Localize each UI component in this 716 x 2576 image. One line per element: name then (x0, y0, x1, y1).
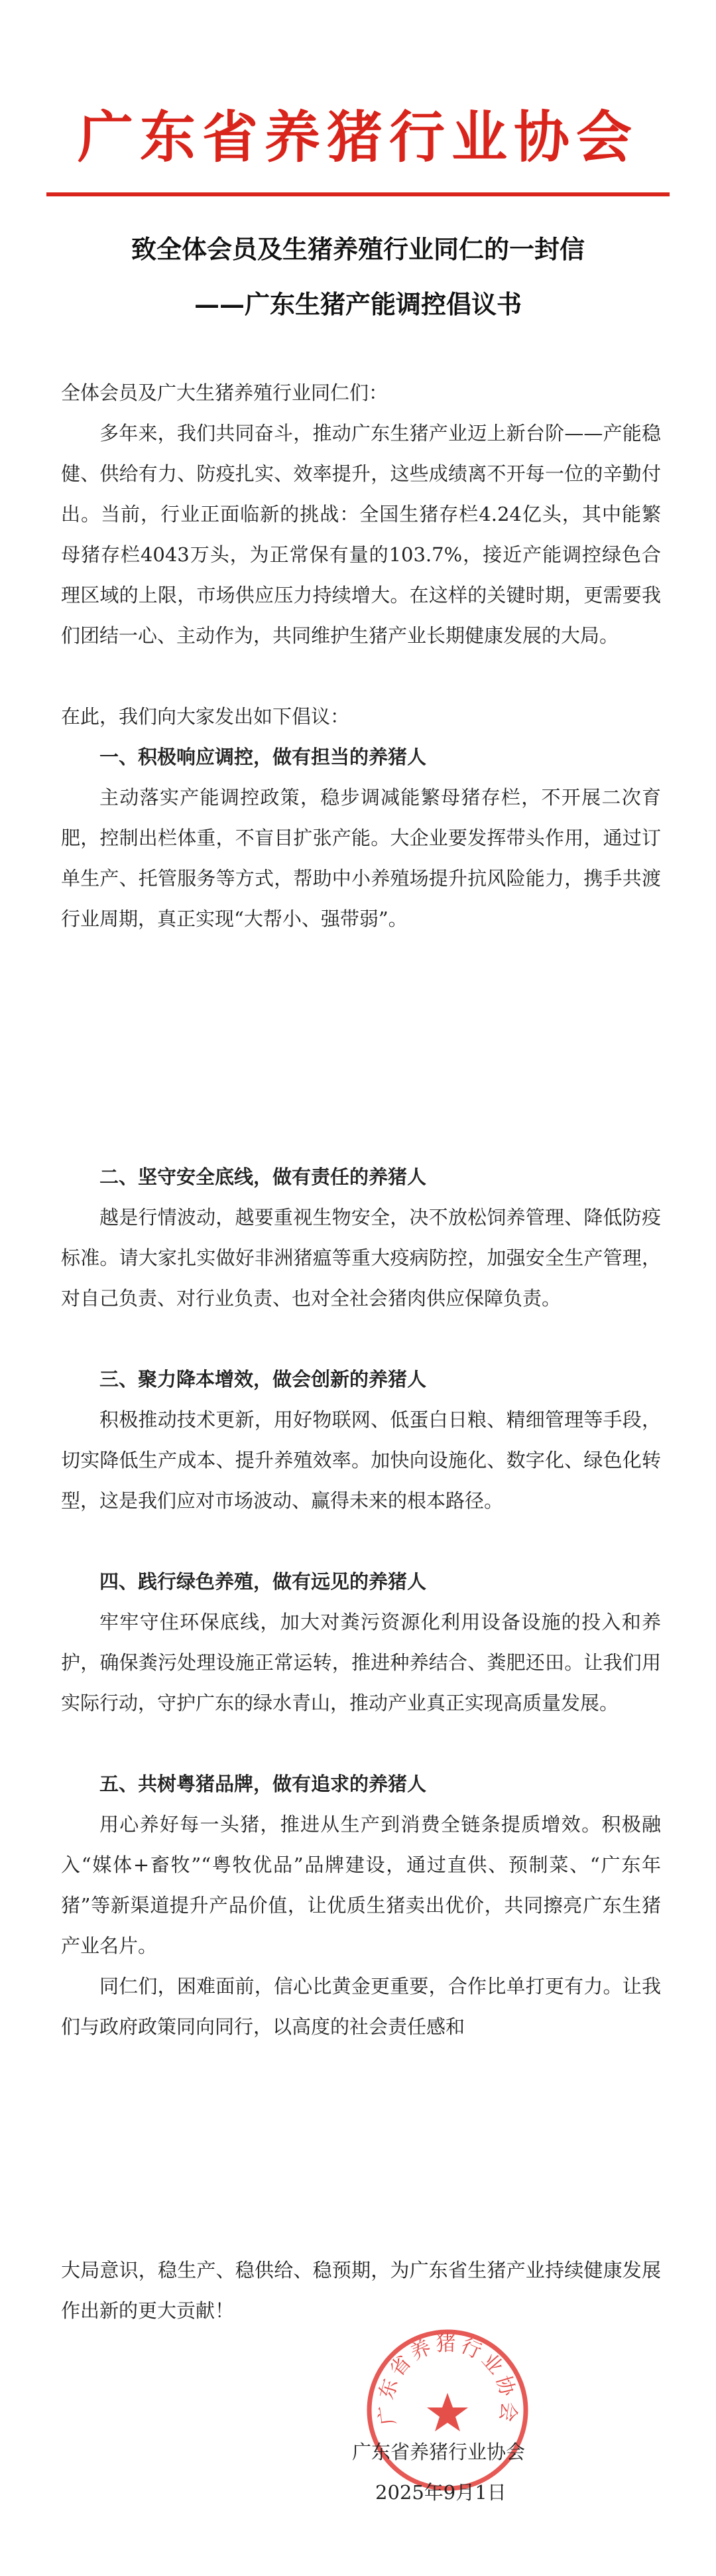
section-4-body: 牢牢守住环保底线，加大对粪污资源化利用设备设施的投入和养护，确保粪污处理设施正常运转，推进种养结合、粪肥还田。让我们用实际行动，守护广东的绿水青山，推动产业真正实现高质量发展。 (61, 1611, 661, 1714)
section-2-heading: 二、坚守安全底线，做有责任的养猪人 (99, 1166, 427, 1188)
signature-org: 广东省养猪行业协会 (352, 2441, 526, 2463)
section-5-heading: 五、共树粤猪品牌，做有追求的养猪人 (99, 1773, 427, 1795)
closing-paragraph-part2: 大局意识，稳生产、稳供给、稳预期，为广东省生猪产业持续健康发展作出新的更大贡献！ (61, 2259, 661, 2322)
closing-paragraph-part1: 同仁们，困难面前，信心比黄金更重要，合作比单打更有力。让我们与政府政策同向同行，以高度的社会责任感和 (61, 1975, 661, 2038)
section-4-heading: 四、践行绿色养殖，做有远见的养猪人 (99, 1570, 427, 1593)
seal-text: 广东省养猪行业协会 (374, 2333, 521, 2427)
document-title: 致全体会员及生猪养殖行业同仁的一封信 (131, 234, 585, 264)
signature-date: 2025年9月1日 (375, 2481, 507, 2504)
section-1-body: 主动落实产能调控政策，稳步调减能繁母猪存栏，不开展二次育肥，控制出栏体重，不盲目扩张产能。大企业要发挥带头作用，通过订单生产、托管服务等方式，帮助中小养殖场提升抗风险能力，携手共渡行业周期，真正实现“大帮小、强带弱”。 (61, 786, 661, 930)
intro-paragraph: 多年来，我们共同奋斗，推动广东生猪产业迈上新台阶——产能稳健、供给有力、防疫扎实、效率提升，这些成绩离不开每一位的辛勤付出。当前，行业正面临新的挑战：全国生猪存栏4.24亿头，其中能繁母猪存栏4043万头，为正常保有量的103.7%，接近产能调控绿色合理区域的上限，市场供应压力持续增大。在这样的关键时期，更需要我们团结一心、主动作为，共同维护生猪产业长期健康发展的大局。 (61, 422, 661, 647)
section-3-body: 积极推动技术更新，用好物联网、低蛋白日粮、精细管理等手段，切实降低生产成本、提升养殖效率。加快向设施化、数字化、绿色化转型，这是我们应对市场波动、赢得未来的根本路径。 (61, 1408, 661, 1512)
document-subtitle: ——广东生猪产能调控倡议书 (194, 289, 522, 319)
salutation: 全体会员及广大生猪养殖行业同仁们： (61, 381, 388, 404)
section-2-body: 越是行情波动，越要重视生物安全，决不放松饲养管理、降低防疫标准。请大家扎实做好非洲猪瘟等重大疫病防控，加强安全生产管理，对自己负责、对行业负责、也对全社会猪肉供应保障负责。 (61, 1206, 661, 1310)
intro-call-paragraph: 在此，我们向大家发出如下倡议： (61, 705, 350, 728)
section-1-heading: 一、积极响应调控，做有担当的养猪人 (99, 746, 427, 768)
seal-star-icon (427, 2393, 468, 2431)
section-5-body: 用心养好每一头猪，推进从生产到消费全链条提质增效。积极融入“媒体+畜牧”“粤牧优品”品牌建设，通过直供、预制菜、“广东年猪”等新渠道提升产品价值，让优质生猪卖出优价，共同擦亮广东生猪产业名片。 (61, 1813, 661, 1957)
letterhead-divider (46, 192, 670, 196)
letterhead-title: 广东省养猪行业协会 (77, 104, 638, 170)
section-3-heading: 三、聚力降本增效，做会创新的养猪人 (99, 1368, 427, 1390)
